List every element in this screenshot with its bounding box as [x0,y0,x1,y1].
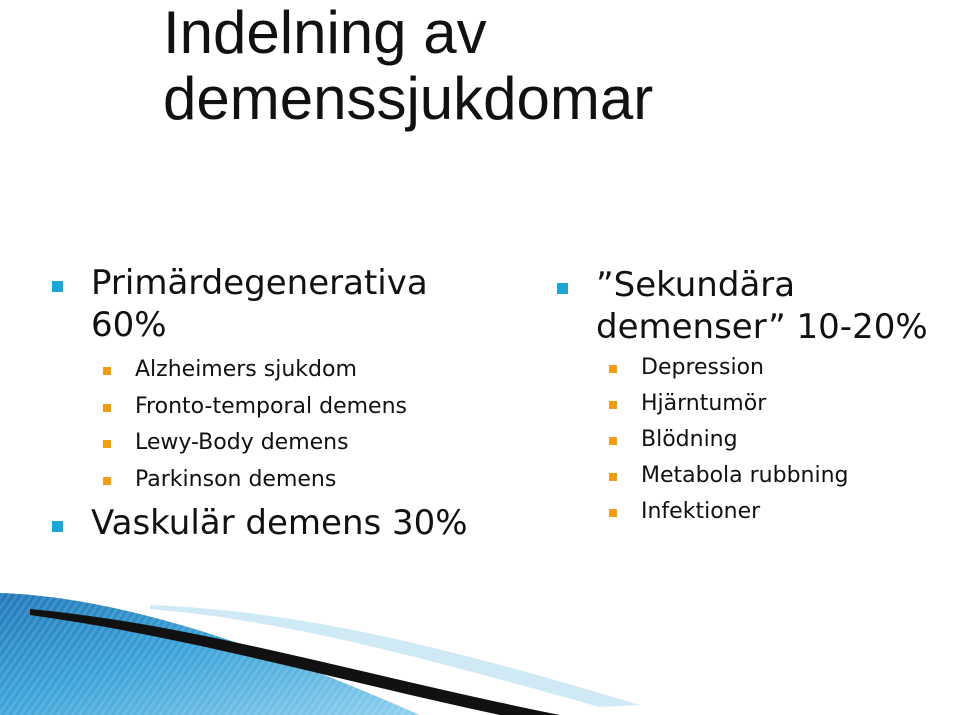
primary-sublist [52,352,532,498]
list-item [609,458,960,494]
square-bullet-icon [609,437,617,445]
secondary-sublist [557,350,960,530]
list-item [103,352,532,389]
secondary-percentage: demenser” 10-20% [596,307,928,347]
bullet-vascular-dementia [52,502,532,544]
square-bullet-icon [103,440,111,448]
square-bullet-icon [609,509,617,517]
bullet-primary-degenerative [52,262,532,346]
list-item [103,389,532,426]
secondary-label: ”Sekundära [596,265,796,305]
square-bullet-icon [103,367,111,375]
list-item-label: Parkinson demens [135,466,337,492]
decorative-swoosh [0,585,960,715]
list-item [609,386,960,422]
slide-title [163,0,943,132]
right-column [557,264,960,534]
list-item-label: Hjärntumör [641,391,767,416]
square-bullet-icon [103,404,111,412]
list-item [609,494,960,530]
square-bullet-icon [103,477,111,485]
square-bullet-icon [609,365,617,373]
slide-title-line-2: demenssjukdomar [163,65,654,132]
square-bullet-icon [52,521,63,532]
square-bullet-icon [609,401,617,409]
list-item [609,350,960,386]
list-item [103,462,532,499]
square-bullet-icon [52,281,63,292]
list-item-label: Infektioner [641,499,761,524]
list-item-label: Lewy-Body demens [135,430,349,455]
primary-percentage: 60% [91,305,167,345]
primary-label: Primärdegenerativa [91,263,428,303]
list-item-label: Depression [641,355,764,380]
square-bullet-icon [609,473,617,481]
list-item-label: Metabola rubbning [641,463,849,488]
bullet-secondary-dementia [557,264,960,348]
list-item [609,422,960,458]
left-column [52,262,532,544]
list-item-label: Fronto-temporal demens [135,393,407,419]
square-bullet-icon [557,283,568,294]
slide-title-line-1: Indelning av [163,0,487,66]
list-item [103,425,532,462]
vascular-label: Vaskulär demens 30% [91,503,468,543]
list-item-label: Blödning [641,427,738,452]
list-item-label: Alzheimers sjukdom [135,357,357,382]
